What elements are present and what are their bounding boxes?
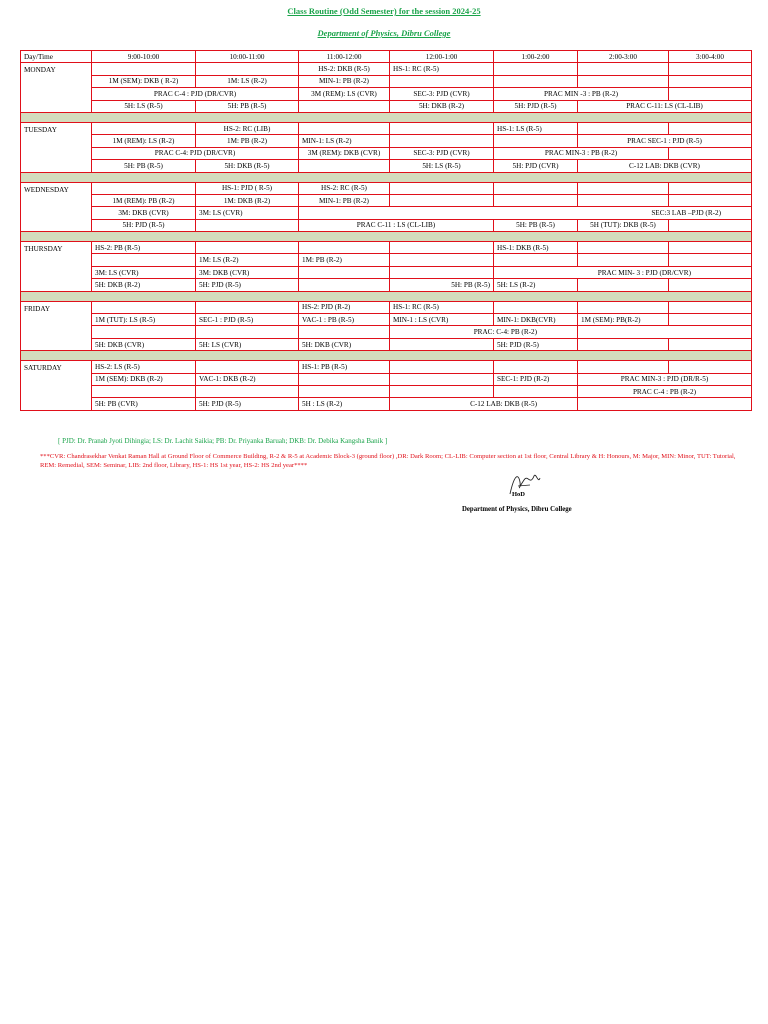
slot-cell: 1M: DKB (R-2) [196,194,299,206]
slot-cell: 5H: PJD (R-5) [494,338,578,350]
slot-cell [578,194,669,206]
slot-cell: C-12 LAB: DKB (R-5) [390,398,578,410]
slot-cell: HS-2: RC (R-5) [299,182,390,194]
slot-cell [299,279,390,291]
slot-cell: MIN-1: DKB(CVR) [494,314,578,326]
slot-cell: 5H : LS (R-2) [299,398,390,410]
slot-cell [299,326,390,338]
header-cell: 2:00-3:00 [578,51,669,63]
slot-cell [390,75,494,87]
slot-cell [578,63,669,75]
slot-cell [494,301,578,313]
slot-cell [669,301,752,313]
slot-cell [92,385,196,397]
department-signoff: Department of Physics, Dibru College [462,506,572,513]
slot-cell [578,182,669,194]
header-cell: 1:00-2:00 [494,51,578,63]
table-header-row [21,51,752,63]
slot-cell [390,135,494,147]
slot-cell [669,147,752,159]
faculty-legend: [ PJD: Dr. Pranab Jyoti Dihingia; LS: Dr. Lachit Saikia; PB: Dr. Priyanka Baruah; DKB: Dr. Debika Kangsha Banik ] [58,437,388,445]
slot-cell: 5H: DKB (R-2) [390,100,494,112]
slot-cell: 5H: PB (R-5) [196,100,299,112]
day-label-tuesday: TUESDAY [21,122,92,172]
table-row [21,301,752,313]
header-cell: 12:00-1:00 [390,51,494,63]
slot-cell [390,122,494,134]
slot-cell: 3M: DKB (CVR) [196,266,299,278]
slot-cell [196,63,299,75]
slot-cell [669,338,752,350]
slot-cell [669,75,752,87]
slot-cell [196,326,299,338]
slot-cell [578,301,669,313]
slot-cell [390,266,494,278]
slot-cell [92,301,196,313]
slot-cell [390,194,494,206]
slot-cell [494,194,578,206]
slot-cell: MIN-1: LS (R-2) [299,135,390,147]
day-separator [21,232,752,242]
slot-cell: PRAC MIN- 3 : PJD (DR/CVR) [494,266,752,278]
slot-cell [669,88,752,100]
slot-cell [669,219,752,231]
slot-cell: 1M (SEM): PB(R-2) [578,314,669,326]
header-cell: 11:00-12:00 [299,51,390,63]
slot-cell [196,385,299,397]
slot-cell [299,373,390,385]
slot-cell: HS-1: RC (R-5) [390,63,494,75]
slot-cell: 3M (REM): LS (CVR) [299,88,390,100]
table-row [21,361,752,373]
day-label-monday: MONDAY [21,63,92,113]
table-row [21,242,752,254]
slot-cell: 5H: PJD (R-5) [196,398,299,410]
slot-cell [390,242,494,254]
table-row [21,398,752,410]
slot-cell: PRAC MIN-3 : PJD (DR/R-5) [578,373,752,385]
slot-cell: SEC:3 LAB –PJD (R-2) [299,207,752,219]
header-cell: Day/Time [21,51,92,63]
table-row [21,326,752,338]
slot-cell [669,254,752,266]
table-row [21,147,752,159]
slot-cell [669,242,752,254]
table-row [21,160,752,172]
slot-cell [578,75,669,87]
page-title: Class Routine (Odd Semester) for the session 2024-25 [287,6,481,16]
slot-cell [196,301,299,313]
slot-cell: PRAC: C-4: PB (R-2) [390,326,578,338]
table-row [21,207,752,219]
slot-cell: HS-1: LS (R-5) [494,122,578,134]
day-label-saturday: SATURDAY [21,361,92,411]
slot-cell: VAC-1: DKB (R-2) [196,373,299,385]
slot-cell [196,361,299,373]
slot-cell: 5H: PJD (R-5) [92,219,196,231]
table-row [21,338,752,350]
slot-cell: 5H (TUT): DKB (R-5) [578,219,669,231]
slot-cell [299,160,390,172]
table-row [21,182,752,194]
slot-cell: PRAC C-11 : LS (CL-LIB) [299,219,494,231]
slot-cell [669,182,752,194]
slot-cell: 1M (REM): LS (R-2) [92,135,196,147]
slot-cell: MIN-1: PB (R-2) [299,194,390,206]
slot-cell [92,63,196,75]
slot-cell: 5H: LS (R-5) [390,160,494,172]
slot-cell [669,194,752,206]
slot-cell: HS-2: LS (R-5) [92,361,196,373]
slot-cell: 5H: DKB (CVR) [299,338,390,350]
slot-cell [196,242,299,254]
slot-cell: PRAC MIN -3 : PB (R-2) [494,88,669,100]
slot-cell [299,266,390,278]
slot-cell: 5H: PJD (R-5) [196,279,299,291]
slot-cell: PRAC C-4: PJD (DR/CVR) [92,147,299,159]
slot-cell [494,254,578,266]
table-row [21,194,752,206]
slot-cell: 5H: LS (R-2) [494,279,578,291]
slot-cell: 1M (REM): PB (R-2) [92,194,196,206]
day-separator [21,112,752,122]
slot-cell [494,135,578,147]
slot-cell: SEC-3: PJD (CVR) [390,88,494,100]
slot-cell [92,326,196,338]
slot-cell [299,242,390,254]
slot-cell: MIN-1: PB (R-2) [299,75,390,87]
slot-cell: 3M: DKB (CVR) [92,207,196,219]
slot-cell: 1M (SEM): DKB ( R-2) [92,75,196,87]
day-separator [21,291,752,301]
slot-cell: C-12 LAB: DKB (CVR) [578,160,752,172]
slot-cell: 5H: LS (CVR) [196,338,299,350]
hod-label: HoD [512,491,525,498]
slot-cell: 5H: PB (R-5) [92,160,196,172]
slot-cell: PRAC C-11: LS (CL-LIB) [578,100,752,112]
slot-cell: VAC-1 : PB (R-5) [299,314,390,326]
table-row [21,254,752,266]
slot-cell: SEC-3: PJD (CVR) [390,147,494,159]
table-row [21,135,752,147]
slot-cell [92,122,196,134]
slot-cell [390,385,494,397]
day-label-friday: FRIDAY [21,301,92,351]
slot-cell: HS-1: PJD ( R-5) [196,182,299,194]
table-row [21,266,752,278]
slot-cell: 5H: DKB (R-2) [92,279,196,291]
table-row [21,75,752,87]
slot-cell: HS-2: RC (LIB) [196,122,299,134]
slot-cell: 5H: DKB (CVR) [92,338,196,350]
slot-cell: 1M: PB (R-2) [299,254,390,266]
table-row [21,122,752,134]
slot-cell [494,182,578,194]
table-row [21,63,752,75]
slot-cell: 5H: LS (R-5) [92,100,196,112]
slot-cell: HS-2: PB (R-5) [92,242,196,254]
slot-cell [390,361,494,373]
slot-cell [92,182,196,194]
slot-cell [578,361,669,373]
slot-cell: 1M: PB (R-2) [196,135,299,147]
slot-cell: 5H: DKB (R-5) [196,160,299,172]
day-separator [21,351,752,361]
slot-cell: SEC-1 : PJD (R-5) [196,314,299,326]
slot-cell [669,361,752,373]
day-label-thursday: THURSDAY [21,242,92,292]
slot-cell: PRAC MIN-3 : PB (R-2) [494,147,669,159]
department-subtitle: Department of Physics, Dibru College [317,28,451,38]
slot-cell: HS-1: PB (R-5) [299,361,390,373]
slot-cell [494,385,578,397]
slot-cell: 5H: PJD (CVR) [494,160,578,172]
slot-cell [494,361,578,373]
slot-cell [390,373,494,385]
slot-cell [299,122,390,134]
slot-cell: HS-1: DKB (R-5) [494,242,578,254]
slot-cell: 1M: LS (R-2) [196,254,299,266]
slot-cell [390,254,494,266]
slot-cell: 1M (TUT): LS (R-5) [92,314,196,326]
slot-cell: 5H: PB (R-5) [390,279,494,291]
header-cell: 9:00-10:00 [92,51,196,63]
slot-cell [578,326,752,338]
slot-cell [196,219,299,231]
table-row [21,279,752,291]
header-cell: 3:00-4:00 [669,51,752,63]
slot-cell: 3M (REM): DKB (CVR) [299,147,390,159]
slot-cell [578,122,669,134]
slot-cell [92,254,196,266]
slot-cell [578,398,752,410]
slot-cell [578,279,669,291]
table-row [21,100,752,112]
slot-cell: 1M (SEM): DKB (R-2) [92,373,196,385]
day-separator [21,172,752,182]
slot-cell: 1M: LS (R-2) [196,75,299,87]
slot-cell [578,254,669,266]
slot-cell: PRAC C-4 : PJD (DR/CVR) [92,88,299,100]
slot-cell: 5H: PB (R-5) [494,219,578,231]
table-row [21,219,752,231]
slot-cell: HS-1: RC (R-5) [390,301,494,313]
slot-cell [299,385,390,397]
slot-cell [669,122,752,134]
slot-cell [578,242,669,254]
slot-cell [299,100,390,112]
slot-cell: HS-2: DKB (R-5) [299,63,390,75]
table-row [21,373,752,385]
slot-cell: SEC-1: PJD (R-2) [494,373,578,385]
slot-cell [494,75,578,87]
slot-cell [669,314,752,326]
table-row [21,314,752,326]
slot-cell [578,338,669,350]
slot-cell: PRAC C-4 : PB (R-2) [578,385,752,397]
slot-cell [669,63,752,75]
slot-cell: MIN-1 : LS (CVR) [390,314,494,326]
day-label-wednesday: WEDNESDAY [21,182,92,232]
slot-cell [390,338,494,350]
abbreviation-notes: ***CVR: Chandrasekhar Venkat Raman Hall at Ground Floor of Commerce Building, R-2 & R-5 at Academic Block-3 (ground floor) ,DR: Dark Room; CL-LIB: Computer section at 1st floor, Central Library & H: Honours, M: Major, MIN: Minor, TUT: Tutorial, REM: Remedial, SEM: Seminar, LIB: 2nd floor, Library, HS-1: HS 1st year, HS-2: HS 2nd year**** [40,453,736,469]
slot-cell: 5H: PB (CVR) [92,398,196,410]
slot-cell: PRAC SEC-1 : PJD (R-5) [578,135,752,147]
slot-cell: 3M: LS (CVR) [196,207,299,219]
table-row [21,385,752,397]
slot-cell [494,63,578,75]
slot-cell [669,279,752,291]
slot-cell: 5H: PJD (R-5) [494,100,578,112]
slot-cell: 3M: LS (CVR) [92,266,196,278]
slot-cell [390,182,494,194]
header-cell: 10:00-11:00 [196,51,299,63]
table-row [21,88,752,100]
slot-cell: HS-2: PJD (R-2) [299,301,390,313]
routine-table [20,50,752,411]
